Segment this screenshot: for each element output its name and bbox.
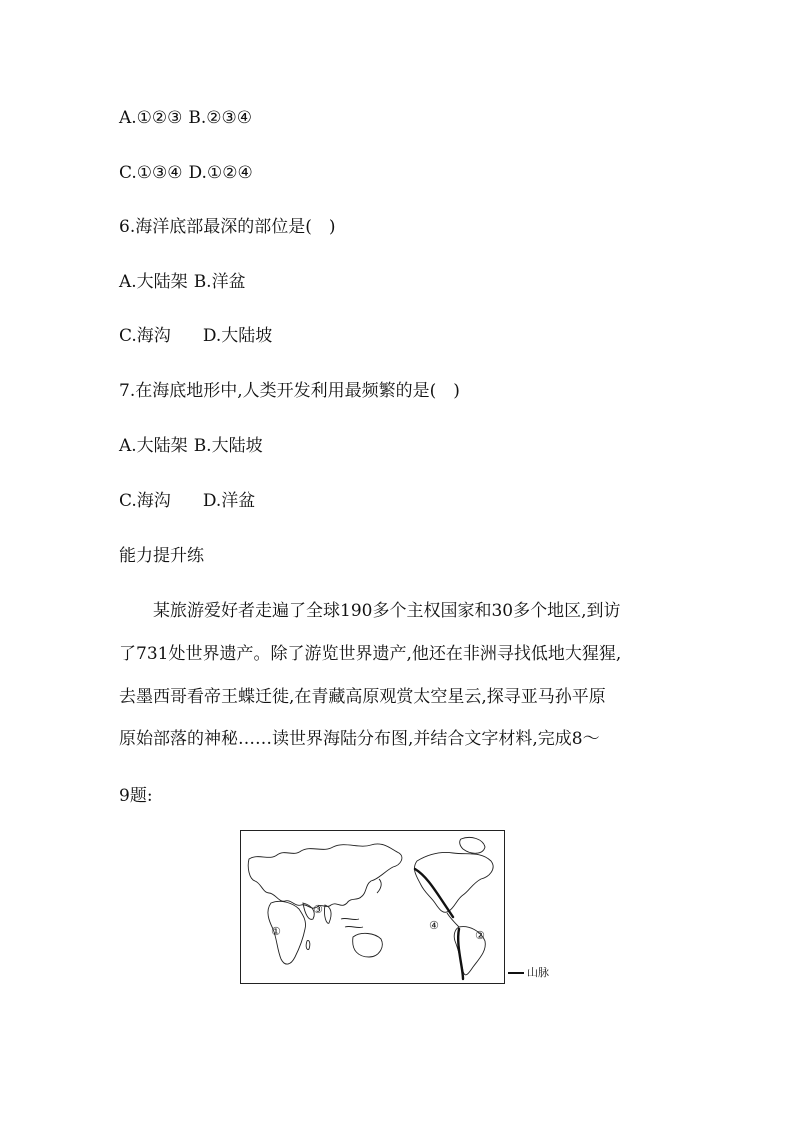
q7-option-a: A.大陆架 bbox=[119, 436, 188, 456]
q7-options-row-2 bbox=[119, 490, 255, 512]
q5-option-d: D.①②④ bbox=[188, 163, 253, 183]
map-drawing bbox=[241, 831, 504, 983]
q6-option-a: A.大陆架 bbox=[119, 272, 188, 292]
north-america-outline bbox=[414, 852, 493, 912]
q5-option-c: C.①③④ bbox=[119, 163, 183, 183]
eurasia-outline bbox=[248, 844, 402, 908]
madagascar-outline bbox=[306, 940, 310, 949]
mountain-range-north-america bbox=[415, 869, 453, 917]
map-legend bbox=[508, 964, 549, 980]
section-heading: 能力提升练 bbox=[119, 546, 204, 566]
q5-option-a: A.①②③ bbox=[119, 108, 183, 128]
q7-options-row-1 bbox=[119, 435, 263, 457]
map-marker-2: ② bbox=[475, 929, 485, 942]
se-asia-islands bbox=[341, 918, 363, 927]
q6-option-c: C.海沟 bbox=[119, 326, 171, 346]
japan-outline bbox=[377, 879, 381, 893]
q5-options-row-1 bbox=[119, 107, 252, 129]
india-outline bbox=[324, 905, 331, 923]
q5-options-row-2 bbox=[119, 162, 253, 184]
q5-option-b: B.②③④ bbox=[188, 108, 253, 128]
map-legend-label: 山脉 bbox=[527, 966, 549, 979]
map-marker-3: ③ bbox=[313, 903, 323, 916]
mountain-legend-swatch bbox=[508, 972, 524, 974]
q7-stem: 7.在海底地形中,人类开发利用最频繁的是( ) bbox=[119, 381, 460, 401]
q7-option-c: C.海沟 bbox=[119, 491, 171, 511]
passage-line-1: 某旅游爱好者走遍了全球190多个主权国家和30多个地区,到访 bbox=[119, 601, 621, 621]
map-marker-1: ① bbox=[271, 925, 281, 938]
map-marker-4: ④ bbox=[429, 919, 439, 932]
passage-line-4: 原始部落的神秘……读世界海陆分布图,并结合文字材料,完成8～ bbox=[119, 729, 600, 749]
mountain-range-andes bbox=[458, 929, 463, 979]
australia-outline bbox=[353, 933, 383, 957]
q6-stem: 6.海洋底部最深的部位是( ) bbox=[119, 217, 336, 237]
passage-line-5: 9题: bbox=[119, 786, 153, 806]
greenland-outline bbox=[460, 837, 485, 853]
q6-option-d: D.大陆坡 bbox=[202, 326, 273, 346]
q6-options-row-2 bbox=[119, 325, 272, 347]
passage-line-3: 去墨西哥看帝王蝶迁徙,在青藏高原观赏太空星云,探寻亚马孙平原 bbox=[119, 687, 606, 707]
passage-line-2: 了731处世界遗产。除了游览世界遗产,他还在非洲寻找低地大猩猩, bbox=[119, 644, 622, 664]
q6-option-b: B.洋盆 bbox=[193, 272, 246, 292]
world-land-sea-map bbox=[240, 830, 505, 984]
q7-option-d: D.洋盆 bbox=[202, 491, 256, 511]
q6-options-row-1 bbox=[119, 271, 246, 293]
q7-option-b: B.大陆坡 bbox=[193, 436, 263, 456]
